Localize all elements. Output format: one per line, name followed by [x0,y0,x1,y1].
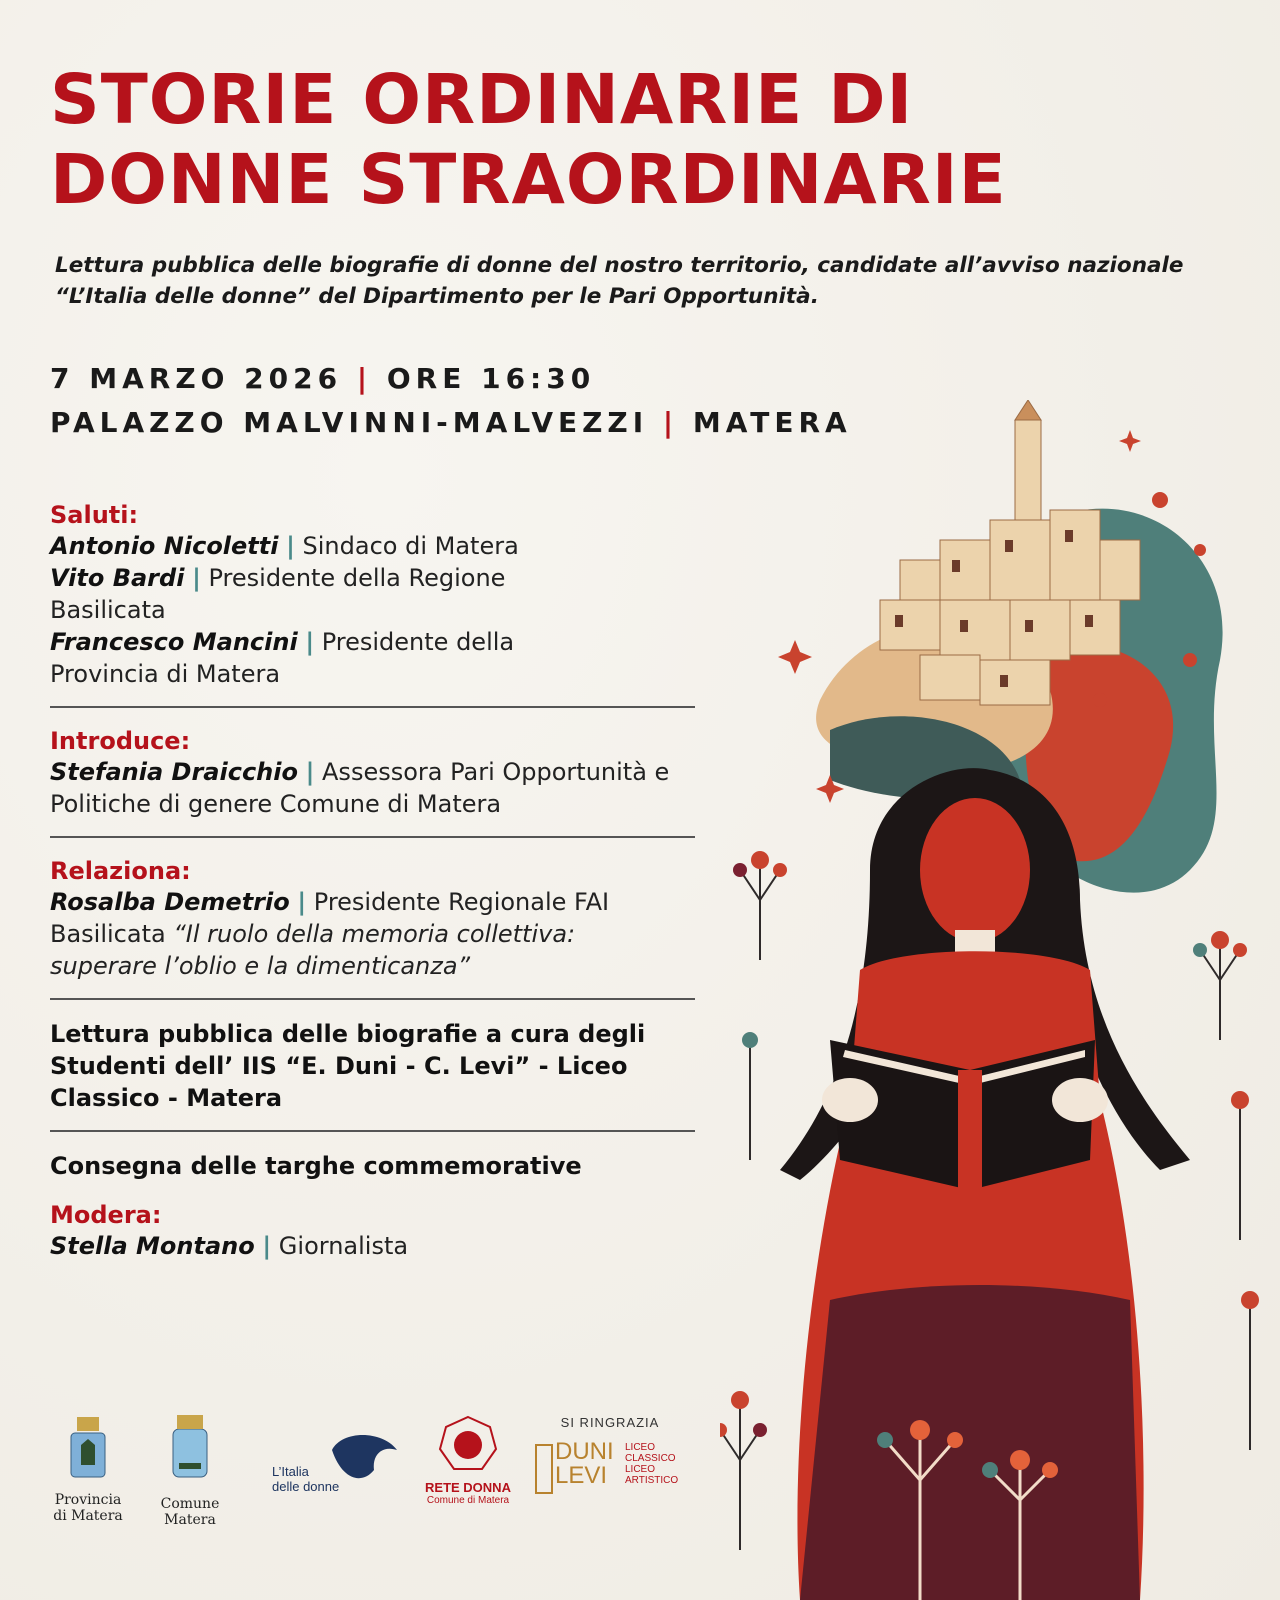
column-icon [535,1444,553,1494]
separator: | [192,564,201,592]
separator: | [662,406,679,439]
separator: | [262,1232,272,1260]
speaker-name: Stefania Draicchio [50,758,298,786]
relaziona-section [50,856,695,982]
provincia-name-1: Provincia [54,1492,122,1508]
divider [50,836,695,838]
title-line-2: DONNE STRAORDINARIE [50,140,1007,220]
speaker-name: Stella Montano [50,1232,255,1260]
woman-profile-icon [322,1430,402,1490]
introduce-section [50,726,695,820]
event-venue: PALAZZO MALVINNI-MALVEZZI [50,406,649,439]
provincia-crest-icon [63,1415,113,1487]
speaker-entry [50,756,695,820]
speaker-name: Rosalba Demetrio [50,888,290,916]
section-label: Introduce: [50,727,191,755]
liceo-classico-2: CLASSICO [625,1453,676,1464]
modera-section [50,1200,695,1262]
right-hand [1052,1078,1108,1122]
separator: | [305,628,315,656]
divider [50,1130,695,1132]
duni-text: DUNI [555,1438,614,1465]
talk-title: “Il ruolo della memoria collettiva: superare l’oblio e la dimenticanza” [50,920,576,980]
duni-levi-logo [535,1415,685,1498]
separator: | [297,888,307,916]
dress-shadow [800,1285,1140,1600]
rete-donna-subtitle: Comune di Matera [426,1495,510,1506]
separator: | [305,758,315,786]
separator: | [286,532,295,560]
italia-line-1: L’Italia [272,1464,309,1479]
speaker-entry [50,530,695,562]
levi-text: LEVI [555,1462,608,1489]
speaker-role: Giornalista [278,1232,409,1260]
speaker-role: Presidente della Regione Basilicata [50,564,506,624]
speaker-role: Presidente della Provincia di Matera [50,628,515,688]
provincia-logo [48,1415,128,1524]
left-hand [822,1078,878,1122]
comune-logo [135,1415,245,1528]
speaker-entry [50,626,610,690]
speaker-entry [50,1230,695,1262]
poster-subtitle: Lettura pubblica delle biografie di donne del nostro territorio, candidate all’avviso nazionale “L’Italia delle donne” del Dipartimento per le Pari Opportunità. [55,253,1184,309]
section-label: Relaziona: [50,857,191,885]
program [50,500,695,1262]
reading-activity: Lettura pubblica delle biografie a cura degli Studenti dell’ IIS “E. Duni - C. Levi” - Liceo Classico - Matera [50,1020,646,1112]
italia-line-2: delle donne [272,1479,340,1494]
duni-levi-mark [535,1438,685,1498]
partner-logos [0,1415,720,1585]
woman-face [920,798,1030,942]
speaker-role: Assessora Pari Opportunità e Politiche di genere Comune di Matera [50,758,670,818]
provincia-name-2: di Matera [53,1508,123,1524]
divider [50,998,695,1000]
speaker-name: Vito Bardi [50,564,185,592]
speaker-role: Presidente Regionale FAI Basilicata [50,888,610,948]
liceo-artistico-2: ARTISTICO [625,1475,679,1486]
section-label: Modera: [50,1201,162,1229]
liceo-classico-1: LICEO [625,1442,656,1453]
thanks-label: SI RINGRAZIA [560,1415,660,1430]
italia-donne-logo [272,1430,412,1494]
liceo-artistico-1: LICEO [625,1464,656,1475]
speaker-role: Sindaco di Matera [302,532,519,560]
speaker-entry [50,886,660,982]
separator: | [356,362,373,395]
rete-donna-logo [418,1415,518,1506]
event-date: 7 MARZO 2026 [50,362,343,395]
divider [50,706,695,708]
event-city: MATERA [692,406,852,439]
date-time-line [50,362,595,395]
woman-reading-illustration [720,400,1280,1600]
speaker-name: Antonio Nicoletti [50,532,279,560]
rete-donna-emblem-icon [438,1415,498,1475]
poster-title [50,60,1250,220]
plaque-ceremony: Consegna delle targhe commemorative [50,1152,582,1180]
section-label: Saluti: [50,501,139,529]
saluti-section [50,500,695,690]
comune-crest-icon [165,1415,215,1491]
comune-name: Comune Matera [160,1496,220,1528]
title-line-1: STORIE ORDINARIE DI [50,60,914,140]
event-time: ORE 16:30 [386,362,596,395]
rete-donna-title: RETE DONNA [425,1480,511,1495]
speaker-entry [50,562,610,626]
speaker-name: Francesco Mancini [50,628,298,656]
